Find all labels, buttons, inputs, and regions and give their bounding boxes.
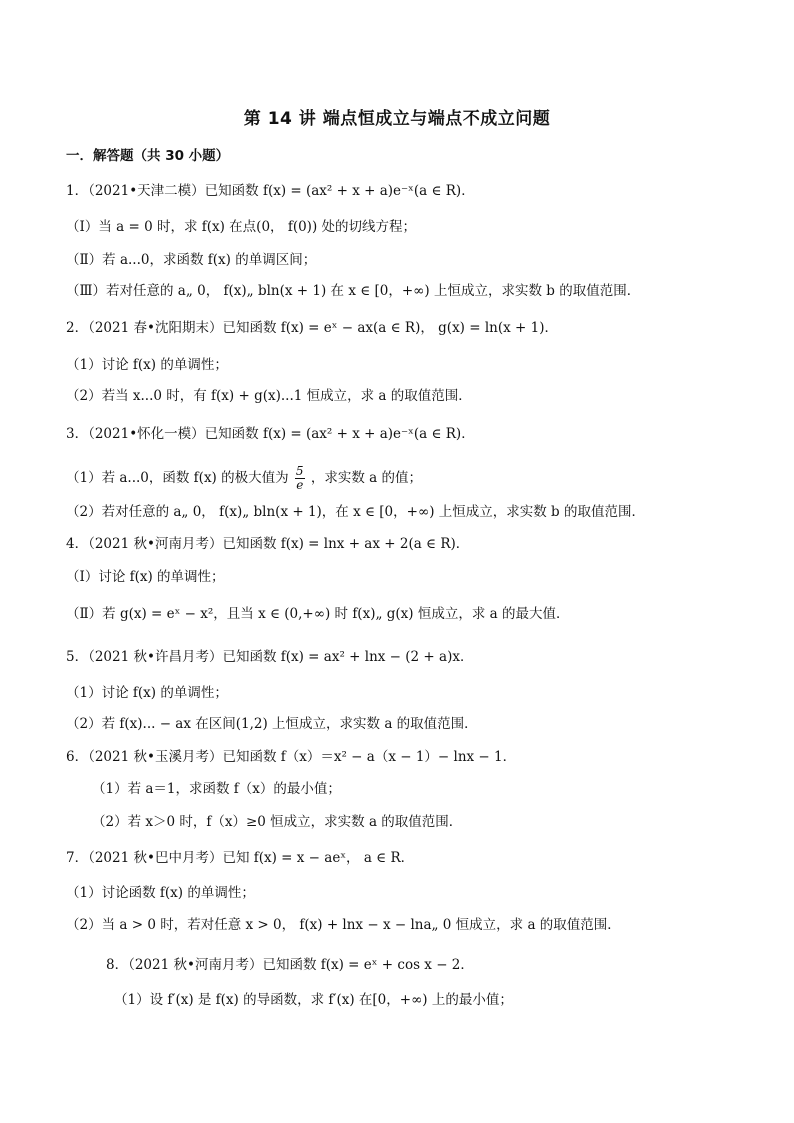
problem-6-part-2: （2）若 x＞0 时，f（x）≥0 恒成立，求实数 a 的取值范围． xyxy=(92,814,463,830)
problem-4-part-1: （Ⅰ）讨论 f(x) 的单调性； xyxy=(66,569,225,585)
problem-2-part-2: （2）若当 x...0 时，有 f(x) + g(x)...1 恒成立，求 a 的取值范围． xyxy=(66,388,472,404)
problem-1-stem: 1．（2021•天津二模）已知函数 f(x) = (ax² + x + a)e⁻ˣ(a ∈ R)． xyxy=(66,183,475,199)
problem-1-part-2: （Ⅱ）若 a...0，求函数 f(x) 的单调区间； xyxy=(66,252,317,268)
problem-5-stem: 5．（2021 秋•许昌月考）已知函数 f(x) = ax² + lnx − (2 + a)x． xyxy=(66,649,474,665)
problem-4-part-2: （Ⅱ）若 g(x) = eˣ − x²，且当 x ∈ (0,+∞) 时 f(x)„ g(x) 恒成立，求 a 的最大值． xyxy=(66,606,570,622)
problem-3-part-1 xyxy=(66,465,422,492)
problem-6-part-1: （1）若 a＝1，求函数 f（x）的最小值； xyxy=(92,781,341,797)
problem-3-part-1-text-a: （1）若 a...0，函数 f(x) 的极大值为 xyxy=(66,470,289,486)
section-heading: 一．解答题（共 30 小题） xyxy=(66,148,230,164)
problem-7-part-2: （2）当 a > 0 时，若对任意 x > 0， f(x) + lnx − x − lna„ 0 恒成立，求 a 的取值范围． xyxy=(66,917,621,933)
problem-5-part-1: （1）讨论 f(x) 的单调性； xyxy=(66,685,228,701)
problem-3-part-1-text-b: ，求实数 a 的值； xyxy=(310,470,422,486)
problem-4-stem: 4．（2021 秋•河南月考）已知函数 f(x) = lnx + ax + 2(a ∈ R)． xyxy=(66,536,470,552)
problem-2-stem: 2．（2021 春•沈阳期末）已知函数 f(x) = eˣ − ax(a ∈ R)， g(x) = ln(x + 1)． xyxy=(66,320,558,336)
problem-5-part-2: （2）若 f(x)... − ax 在区间(1,2) 上恒成立，求实数 a 的取值范围． xyxy=(66,716,478,732)
problem-1-part-1: （Ⅰ）当 a = 0 时，求 f(x) 在点(0， f(0)) 处的切线方程； xyxy=(66,219,416,235)
fraction-5-over-e xyxy=(295,465,305,492)
problem-8-stem: 8．（2021 秋•河南月考）已知函数 f(x) = eˣ + cos x − 2． xyxy=(106,957,474,973)
problem-7-part-1: （1）讨论函数 f(x) 的单调性； xyxy=(66,885,255,901)
fraction-numerator: 5 xyxy=(295,464,304,478)
problem-2-part-1: （1）讨论 f(x) 的单调性； xyxy=(66,357,228,373)
problem-1-part-3: （Ⅲ）若对任意的 a„ 0， f(x)„ bln(x + 1) 在 x ∈ [0，+∞) 上恒成立，求实数 b 的取值范围． xyxy=(66,283,641,299)
page-title: 第 14 讲 端点恒成立与端点不成立问题 xyxy=(243,109,551,129)
problem-3-stem: 3．（2021•怀化一模）已知函数 f(x) = (ax² + x + a)e⁻ˣ(a ∈ R)． xyxy=(66,426,475,442)
problem-8-part-1: （1）设 f′(x) 是 f(x) 的导函数，求 f′(x) 在[0，+∞) 上的最小值； xyxy=(114,992,513,1008)
problem-6-stem: 6．（2021 秋•玉溪月考）已知函数 f（x）＝x² − a（x − 1）− lnx − 1． xyxy=(66,749,517,765)
fraction-denominator: e xyxy=(296,478,304,492)
problem-7-stem: 7．（2021 秋•巴中月考）已知 f(x) = x − aeˣ， a ∈ R． xyxy=(66,850,415,866)
problem-3-part-2: （2）若对任意的 a„ 0， f(x)„ bln(x + 1)，在 x ∈ [0，+∞) 上恒成立，求实数 b 的取值范围． xyxy=(66,504,645,520)
